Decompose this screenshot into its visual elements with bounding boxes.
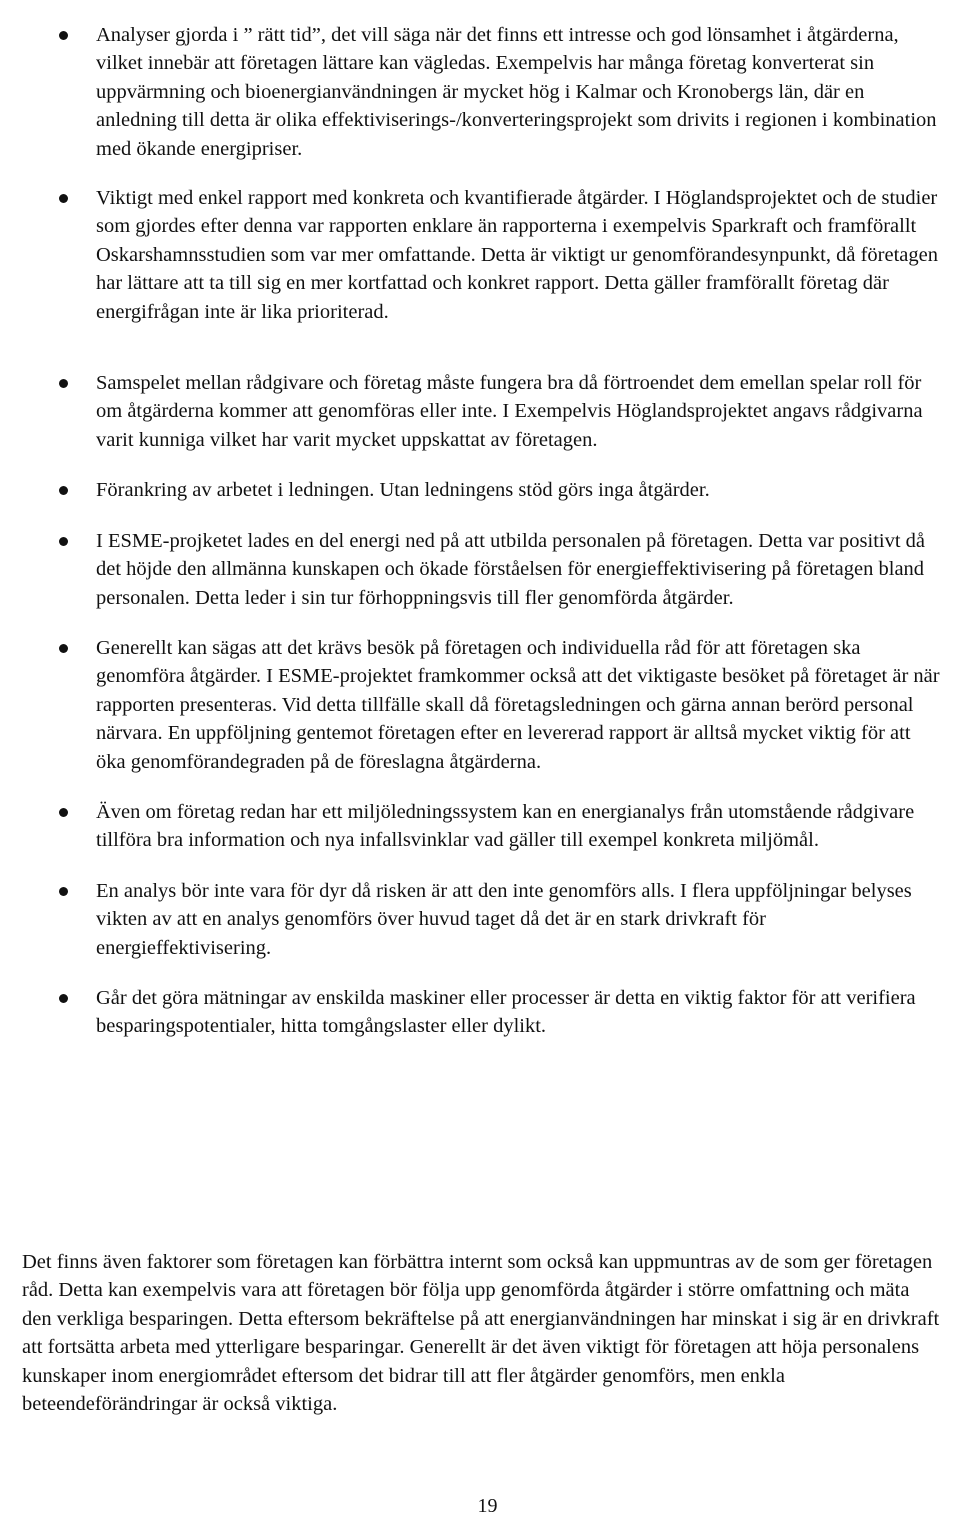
bullet-icon bbox=[59, 644, 68, 653]
bullet-text: Går det göra mätningar av enskilda maskiner eller processer är detta en viktig faktor för att verifiera besparingspotentialer, hitta tomgångslaster eller dylikt. bbox=[96, 986, 916, 1038]
bullet-text: Analyser gjorda i ” rätt tid”, det vill säga när det finns ett intresse och god lönsamhet i åtgärderna, vilket innebär att företagen lättare kan vägledas. Exempelvis har många företag konverterat sin uppvärmning och bioenergianvändningen är mycket hög i Kalmar och Kronobergs län, där en anledning till detta är olika effektiviserings-/konverteringsprojekt som drivits i regionen i kombination med ökande energipriser. bbox=[96, 24, 937, 160]
bullet-text: Samspelet mellan rådgivare och företag måste fungera bra då förtroendet dem emellan spelar roll för om åtgärderna kommer att genomföras eller inte. I Exempelvis Höglandsprojektet angavs rådgivarna varit kunniga vilket har varit mycket uppskattat av företagen. bbox=[96, 372, 923, 451]
bullet-text: I ESME-projketet lades en del energi ned på att utbilda personalen på företagen. Detta var positivt då det höjde den allmänna kunskapen och ökade förståelsen för energieffektivisering på företagen bland personalen. Detta leder i sin tur förhoppningsvis till fler genomförda åtgärder. bbox=[96, 529, 926, 609]
list-item bbox=[22, 984, 942, 1041]
bullet-icon bbox=[59, 887, 68, 896]
page-number: 19 bbox=[477, 1495, 498, 1517]
bullet-icon bbox=[59, 31, 68, 40]
list-item bbox=[22, 369, 942, 454]
list-item bbox=[22, 798, 942, 855]
list-item bbox=[22, 476, 942, 504]
list-item bbox=[22, 21, 942, 163]
bullet-text: Generellt kan sägas att det krävs besök på företagen och individuella råd för att företagen ska genomföra åtgärder. I ESME-projektet framkommer också att det viktigaste besöket på företaget är när rapporten presenteras. Vid detta tillfälle skall då företagsledningen och gärna annan berörd personal närvara. En uppföljning gentemot företagen efter en levererad rapport är alltså mycket viktig för att öka genomförandegraden på de föreslagna åtgärderna. bbox=[96, 636, 940, 773]
list-item bbox=[22, 634, 942, 776]
list-item bbox=[22, 877, 942, 962]
bullet-text: Förankring av arbetet i ledningen. Utan ledningens stöd görs inga åtgärder. bbox=[96, 479, 710, 502]
bullet-text: Även om företag redan har ett miljöledningssystem kan en energianalys från utomstående rådgivare tillföra bra information och nya infallsvinklar vad gäller till exempel konkreta miljömål. bbox=[96, 800, 915, 852]
bullet-icon bbox=[59, 486, 68, 495]
bullet-list bbox=[22, 21, 942, 1041]
bullet-icon bbox=[59, 537, 68, 546]
bullet-icon bbox=[59, 194, 68, 203]
bullet-icon bbox=[59, 808, 68, 817]
bullet-text: Viktigt med enkel rapport med konkreta och kvantifierade åtgärder. I Höglandsprojektet och de studier som gjordes efter denna var rapporten enklare än rapporterna i exempelvis Sparkraft och framförallt Oskarshamnsstudien som var mer omfattande. Detta är viktigt ur genomförandesynpunkt, då företagen har lättare att ta till sig en mer kortfattad och konkret rapport. Detta gäller framförallt företag där energifrågan inte är lika prioriterad. bbox=[96, 187, 938, 323]
list-item bbox=[22, 184, 942, 326]
bullet-icon bbox=[59, 994, 68, 1003]
closing-paragraph: Det finns även faktorer som företagen kan förbättra internt som också kan uppmuntras av de som ger företagen råd. Detta kan exempelvis vara att företagen bör följa upp genomförda åtgärder i större omfattning och mäta den verkliga besparingen. Detta eftersom bekräftelse på att energianvändningen har minskat i sig är en drivkraft att fortsätta arbeta med ytterligare besparingar. Generellt är det även viktigt för företagen att höja personalens kunskaper inom energiområdet eftersom det bidrar till att fler åtgärder genomförs, men enkla beteendeförändringar är också viktiga. bbox=[22, 1251, 940, 1416]
bullet-text: En analys bör inte vara för dyr då risken är att den inte genomförs alls. I flera uppföljningar belyses vikten av att en analys genomförs över huvud taget då det är en stark drivkraft för energieffektivisering. bbox=[96, 879, 912, 959]
bullet-icon bbox=[59, 379, 68, 388]
list-item bbox=[22, 527, 942, 612]
